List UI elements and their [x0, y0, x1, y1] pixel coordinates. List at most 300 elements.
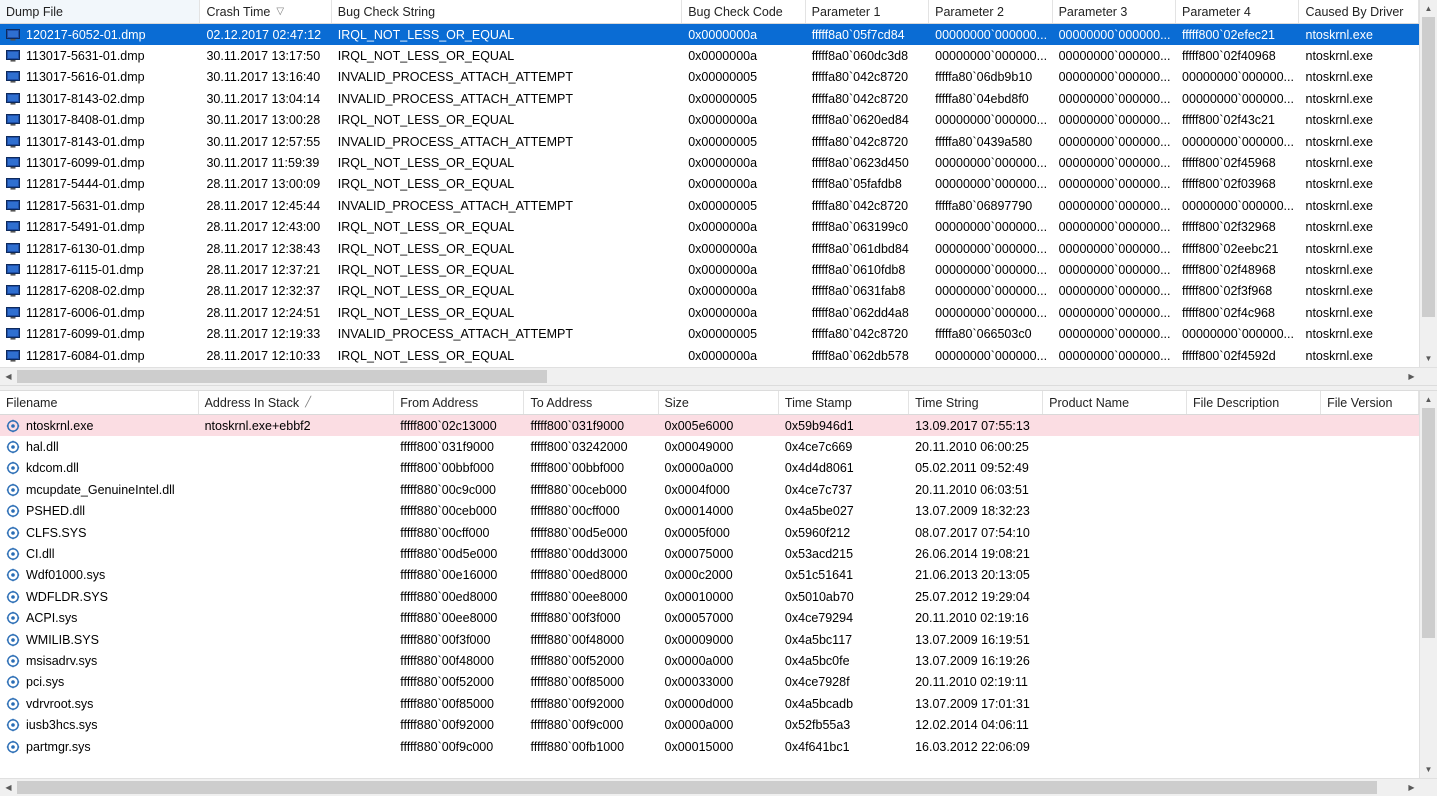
column-header-label: Parameter 3 [1058, 4, 1128, 19]
table-cell: fffff880`00f52000 [530, 653, 625, 668]
table-cell: fffff800`031f9000 [530, 418, 625, 433]
table-cell: 0x0000000a [688, 241, 758, 256]
column-header-label: Size [664, 395, 689, 410]
table-cell: ntoskrnl.exe [1305, 241, 1373, 256]
cell-text: hal.dll [26, 440, 59, 455]
table-cell: 20.11.2010 06:03:51 [915, 482, 1029, 497]
table-cell: 00000000`000000... [1182, 198, 1294, 213]
table-cell: fffff880`00d5e000 [400, 547, 498, 562]
column-header[interactable] [1187, 391, 1321, 414]
table-cell: fffff8a0`0610fdb8 [811, 262, 906, 277]
table-cell: 00000000`000000... [1058, 70, 1171, 85]
table-cell: INVALID_PROCESS_ATTACH_ATTEMPT [337, 134, 574, 149]
table-cell: 0x00009000 [664, 632, 734, 647]
column-header-label: File Version [1327, 395, 1393, 410]
table-cell: ntoskrnl.exe [1305, 177, 1373, 192]
blue-screen-icon [6, 327, 20, 341]
table-cell: 0x0000000a [688, 113, 758, 128]
modules-body [0, 391, 1437, 778]
table-cell: fffff800`02c13000 [400, 418, 497, 433]
table-cell: 00000000`000000... [1182, 70, 1294, 85]
column-header[interactable] [200, 0, 331, 23]
table-cell: fffff880`00fb1000 [530, 739, 625, 754]
table-cell: 00000000`000000... [935, 49, 1048, 64]
module-gear-icon [6, 483, 20, 497]
cell-text: 112817-6006-01.dmp [26, 305, 145, 320]
table-cell: 0x4a5bcadb [784, 696, 854, 711]
table-cell: 00000000`000000... [935, 27, 1048, 42]
column-header[interactable] [1053, 0, 1176, 23]
column-header[interactable] [682, 0, 805, 23]
module-gear-icon [6, 440, 20, 454]
scroll-corner [1420, 779, 1437, 796]
table-cell: fffff880`00ee8000 [400, 611, 498, 626]
cell-text: CI.dll [26, 547, 55, 562]
table-row[interactable] [0, 302, 1419, 323]
table-row[interactable] [0, 174, 1419, 195]
table-row[interactable] [0, 565, 1419, 586]
table-cell: 0x52fb55a3 [784, 718, 851, 733]
table-cell: ntoskrnl.exe [1305, 220, 1373, 235]
table-cell: 0x00000005 [688, 70, 758, 85]
column-header-label: Address In Stack [204, 395, 300, 410]
table-cell: 00000000`000000... [935, 241, 1048, 256]
table-cell: 0x00049000 [664, 440, 734, 455]
table-cell: 0x00057000 [664, 611, 734, 626]
column-header-label: Bug Check Code [688, 4, 783, 19]
table-row[interactable] [0, 522, 1419, 543]
table-cell: fffff8a0`05f7cd84 [811, 27, 905, 42]
table-cell: 00000000`000000... [1058, 284, 1171, 299]
table-cell: fffffa80`042c8720 [811, 327, 909, 342]
table-cell: 0x00000005 [688, 327, 758, 342]
table-cell: 0x4ce79294 [784, 611, 854, 626]
cell-text: 112817-5631-01.dmp [26, 198, 145, 213]
column-header-label: Filename [6, 395, 58, 410]
table-cell: ntoskrnl.exe [1305, 113, 1373, 128]
table-cell: fffff800`02f40968 [1182, 49, 1276, 64]
table-cell: IRQL_NOT_LESS_OR_EQUAL [337, 49, 515, 64]
table-cell: 0x0000d000 [664, 696, 734, 711]
table-cell [0, 611, 199, 625]
table-cell [0, 675, 199, 689]
table-cell: fffff8a0`0623d450 [811, 156, 909, 171]
column-header[interactable] [1299, 0, 1419, 23]
dump-files-horizontal-scrollbar[interactable] [0, 367, 1437, 385]
table-cell [0, 156, 200, 170]
table-cell: fffff880`00f48000 [530, 632, 625, 647]
scroll-down-icon[interactable]: ▼ [1420, 761, 1437, 778]
table-cell: 30.11.2017 13:00:28 [206, 113, 321, 128]
cell-text: vdrvroot.sys [26, 696, 94, 711]
dump-files-hscroll-thumb[interactable] [17, 370, 547, 383]
column-header-label: Crash Time [206, 4, 271, 19]
table-cell: INVALID_PROCESS_ATTACH_ATTEMPT [337, 198, 574, 213]
table-cell: 00000000`000000... [1058, 113, 1171, 128]
table-cell: 0x5960f212 [784, 525, 851, 540]
column-header[interactable] [199, 391, 395, 414]
table-cell: fffff800`02f48968 [1182, 262, 1276, 277]
table-cell: fffff880`00f48000 [400, 653, 494, 668]
table-cell: 00000000`000000... [935, 177, 1048, 192]
table-cell: IRQL_NOT_LESS_OR_EQUAL [337, 27, 515, 42]
blue-screen-icon [6, 113, 20, 127]
scroll-up-icon[interactable]: ▲ [1420, 0, 1437, 17]
table-cell: fffff880`00dd3000 [530, 547, 628, 562]
table-cell: 00000000`000000... [935, 220, 1048, 235]
table-cell: 0x00033000 [664, 675, 734, 690]
table-cell: 13.07.2009 16:19:26 [915, 653, 1030, 668]
table-cell: 00000000`000000... [1058, 27, 1171, 42]
table-cell: ntoskrnl.exe [1305, 49, 1373, 64]
table-cell [0, 28, 200, 42]
module-gear-icon [6, 526, 20, 540]
table-cell: 0x0000a000 [664, 653, 734, 668]
table-cell: 00000000`000000... [1182, 327, 1294, 342]
table-cell: 0x53acd215 [784, 547, 854, 562]
cell-text: 113017-8408-01.dmp [26, 113, 145, 128]
table-row[interactable] [0, 608, 1419, 629]
table-cell: fffff880`00f9c000 [400, 739, 494, 754]
table-cell: fffff8a0`0631fab8 [811, 284, 906, 299]
table-cell: 00000000`000000... [1058, 91, 1171, 106]
table-cell: 00000000`000000... [935, 348, 1048, 363]
table-cell [0, 242, 200, 256]
column-header[interactable] [394, 391, 524, 414]
dump-files-hscroll-track[interactable] [17, 368, 1403, 385]
cell-text: WMILIB.SYS [26, 632, 99, 647]
column-header[interactable] [909, 391, 1043, 414]
table-cell: 00000000`000000... [1058, 327, 1171, 342]
table-cell: 13.09.2017 07:55:13 [915, 418, 1030, 433]
table-cell [0, 220, 200, 234]
table-cell: 30.11.2017 13:04:14 [206, 91, 321, 106]
modules-rows[interactable] [0, 415, 1419, 757]
scroll-left-icon[interactable]: ◀ [0, 779, 17, 796]
table-cell [0, 419, 199, 433]
table-cell: ntoskrnl.exe [1305, 305, 1373, 320]
table-cell: 0x4ce7c737 [784, 482, 853, 497]
modules-hscroll-thumb[interactable] [17, 781, 1377, 794]
sort-indicator-icon: ▽ [276, 6, 285, 17]
table-cell: fffff800`02f3f968 [1182, 284, 1273, 299]
sort-indicator-icon: ╱ [305, 397, 312, 408]
module-gear-icon [6, 568, 20, 582]
table-cell: 28.11.2017 12:37:21 [206, 262, 321, 277]
table-row[interactable] [0, 259, 1419, 280]
table-cell: 13.07.2009 16:19:51 [915, 632, 1030, 647]
table-cell [0, 327, 200, 341]
dump-files-listview[interactable] [0, 0, 1437, 385]
table-row[interactable] [0, 217, 1419, 238]
table-cell: fffff880`00cff000 [530, 504, 620, 519]
table-row[interactable] [0, 152, 1419, 173]
table-cell: fffff800`00bbf000 [530, 461, 625, 476]
column-header[interactable] [0, 391, 199, 414]
column-header[interactable] [779, 391, 909, 414]
column-header[interactable] [524, 391, 658, 414]
table-cell [0, 92, 200, 106]
table-row[interactable] [0, 458, 1419, 479]
table-row[interactable] [0, 479, 1419, 500]
table-cell: 30.11.2017 12:57:55 [206, 134, 321, 149]
table-row[interactable] [0, 195, 1419, 216]
table-cell: 28.11.2017 12:19:33 [206, 327, 321, 342]
modules-vertical-scrollbar[interactable] [1419, 391, 1437, 778]
table-cell: 0x0000000a [688, 284, 758, 299]
table-cell: fffffa80`06897790 [935, 198, 1033, 213]
table-cell: 26.06.2014 19:08:21 [915, 547, 1030, 562]
table-row[interactable] [0, 67, 1419, 88]
module-gear-icon [6, 547, 20, 561]
table-cell: 30.11.2017 11:59:39 [206, 156, 320, 171]
table-cell: IRQL_NOT_LESS_OR_EQUAL [337, 113, 515, 128]
module-gear-icon [6, 504, 20, 518]
blue-screen-icon [6, 177, 20, 191]
table-cell [0, 697, 199, 711]
table-cell: fffff880`00ceb000 [400, 504, 497, 519]
column-header-label: Time String [915, 395, 979, 410]
table-row[interactable] [0, 415, 1419, 436]
table-row[interactable] [0, 88, 1419, 109]
table-cell: fffff800`02f4592d [1182, 348, 1276, 363]
dump-files-vscroll-track[interactable] [1420, 17, 1437, 350]
cell-text: msisadrv.sys [26, 653, 98, 668]
table-cell: 0x0000000a [688, 27, 758, 42]
table-cell: fffffa80`066503c0 [935, 327, 1032, 342]
table-row[interactable] [0, 345, 1419, 366]
column-header-label: Product Name [1049, 395, 1130, 410]
cell-text: 112817-6115-01.dmp [26, 262, 144, 277]
table-cell: 0x00075000 [664, 547, 734, 562]
table-cell: fffff880`00f3f000 [530, 611, 621, 626]
table-cell: 0x00000005 [688, 134, 758, 149]
column-header[interactable] [806, 0, 929, 23]
cell-text: mcupdate_GenuineIntel.dll [26, 482, 175, 497]
table-row[interactable] [0, 586, 1419, 607]
cell-text: ACPI.sys [26, 611, 78, 626]
cell-text: 112817-5444-01.dmp [26, 177, 145, 192]
column-header-label: Parameter 1 [811, 4, 881, 19]
table-cell: 16.03.2012 22:06:09 [915, 739, 1030, 754]
table-row[interactable] [0, 131, 1419, 152]
table-cell: 00000000`000000... [935, 113, 1048, 128]
table-cell: 0x4f641bc1 [784, 739, 850, 754]
cell-text: kdcom.dll [26, 461, 79, 476]
table-row[interactable] [0, 45, 1419, 66]
table-cell: fffff880`00ee8000 [530, 589, 628, 604]
table-row[interactable] [0, 672, 1419, 693]
dump-files-header[interactable] [0, 0, 1419, 24]
table-cell: 00000000`000000... [935, 262, 1048, 277]
table-row[interactable] [0, 629, 1419, 650]
table-cell: INVALID_PROCESS_ATTACH_ATTEMPT [337, 70, 574, 85]
table-cell: 20.11.2010 02:19:16 [915, 611, 1029, 626]
table-cell [0, 49, 200, 63]
table-row[interactable] [0, 693, 1419, 714]
table-cell [0, 440, 199, 454]
table-cell: IRQL_NOT_LESS_OR_EQUAL [337, 305, 515, 320]
column-header[interactable] [1321, 391, 1419, 414]
table-row[interactable] [0, 281, 1419, 302]
modules-content [0, 391, 1419, 778]
cell-text: 112817-5491-01.dmp [26, 220, 145, 235]
module-gear-icon [6, 590, 20, 604]
column-header[interactable] [1043, 391, 1187, 414]
column-header[interactable] [1176, 0, 1299, 23]
table-cell: fffff800`031f9000 [400, 440, 494, 455]
table-row[interactable] [0, 24, 1419, 45]
dump-files-content [0, 0, 1419, 367]
table-cell: IRQL_NOT_LESS_OR_EQUAL [337, 220, 515, 235]
cell-text: 113017-5616-01.dmp [26, 70, 145, 85]
table-cell: IRQL_NOT_LESS_OR_EQUAL [337, 348, 515, 363]
table-cell: fffff8a0`05fafdb8 [811, 177, 902, 192]
table-cell: 0x000c2000 [664, 568, 733, 583]
table-cell: 05.02.2011 09:52:49 [915, 461, 1029, 476]
table-cell: ntoskrnl.exe [1305, 348, 1373, 363]
column-header-label: From Address [400, 395, 479, 410]
table-row[interactable] [0, 714, 1419, 735]
table-row[interactable] [0, 650, 1419, 671]
cell-text: 112817-6099-01.dmp [26, 327, 145, 342]
module-gear-icon [6, 675, 20, 689]
table-cell: 00000000`000000... [1058, 262, 1171, 277]
table-cell: fffffa80`042c8720 [811, 70, 909, 85]
table-cell [0, 199, 200, 213]
table-cell: 0x4ce7c669 [784, 440, 853, 455]
table-cell: 0x0000000a [688, 348, 758, 363]
table-cell: 00000000`000000... [1058, 156, 1171, 171]
module-gear-icon [6, 697, 20, 711]
table-cell: fffff8a0`062dd4a8 [811, 305, 909, 320]
table-cell: fffff8a0`061dbd84 [811, 241, 909, 256]
table-cell: fffff880`00cff000 [400, 525, 490, 540]
cell-text: 112817-6130-01.dmp [26, 241, 145, 256]
blue-screen-icon [6, 349, 20, 363]
table-cell: fffff800`02f03968 [1182, 177, 1276, 192]
scroll-corner [1420, 368, 1437, 385]
cell-text: Wdf01000.sys [26, 568, 106, 583]
blue-screen-icon [6, 284, 20, 298]
table-cell: fffffa80`042c8720 [811, 134, 909, 149]
table-cell: IRQL_NOT_LESS_OR_EQUAL [337, 156, 515, 171]
column-header[interactable] [929, 0, 1052, 23]
table-cell: fffff880`00f52000 [400, 675, 494, 690]
modules-horizontal-scrollbar[interactable] [0, 778, 1437, 796]
scroll-up-icon[interactable]: ▲ [1420, 391, 1437, 408]
table-cell: fffff880`00d5e000 [530, 525, 628, 540]
table-cell: fffff880`00f9c000 [530, 718, 624, 733]
scroll-down-icon[interactable]: ▼ [1420, 350, 1437, 367]
table-cell: 00000000`000000... [935, 156, 1048, 171]
dump-files-vscroll-thumb[interactable] [1422, 17, 1435, 317]
table-row[interactable] [0, 436, 1419, 457]
table-cell: ntoskrnl.exe [1305, 70, 1373, 85]
table-cell: fffff880`00f3f000 [400, 632, 491, 647]
cell-text: 112817-6084-01.dmp [26, 348, 145, 363]
column-header[interactable] [659, 391, 779, 414]
scroll-right-icon[interactable]: ▶ [1403, 368, 1420, 385]
modules-hscroll-track[interactable] [17, 779, 1403, 796]
table-cell: 0x59b946d1 [784, 418, 854, 433]
table-cell: 0x4a5bc117 [784, 632, 853, 647]
table-cell: 0x0000a000 [664, 461, 734, 476]
table-cell: 0x4a5be027 [784, 504, 854, 519]
table-row[interactable] [0, 323, 1419, 344]
table-cell: fffff8a0`0620ed84 [811, 113, 909, 128]
table-cell: INVALID_PROCESS_ATTACH_ATTEMPT [337, 91, 574, 106]
table-cell: 0x0005f000 [664, 525, 730, 540]
table-cell [0, 263, 200, 277]
table-cell: fffff880`00f92000 [400, 718, 494, 733]
table-cell: ntoskrnl.exe [1305, 262, 1373, 277]
table-cell [0, 70, 200, 84]
module-gear-icon [6, 419, 20, 433]
dump-files-vertical-scrollbar[interactable] [1419, 0, 1437, 367]
dump-files-rows[interactable] [0, 24, 1419, 366]
table-cell: 0x4d4d8061 [784, 461, 854, 476]
table-cell: 20.11.2010 06:00:25 [915, 440, 1029, 455]
column-header-label: To Address [530, 395, 593, 410]
table-cell: ntoskrnl.exe [1305, 156, 1373, 171]
scroll-left-icon[interactable]: ◀ [0, 368, 17, 385]
table-cell: 0x0000000a [688, 177, 758, 192]
table-cell: fffff800`02efec21 [1182, 27, 1275, 42]
table-cell: 28.11.2017 12:10:33 [206, 348, 321, 363]
blue-screen-icon [6, 199, 20, 213]
scroll-right-icon[interactable]: ▶ [1403, 779, 1420, 796]
table-row[interactable] [0, 238, 1419, 259]
table-cell: 0x4ce7928f [784, 675, 850, 690]
modules-vscroll-track[interactable] [1420, 408, 1437, 761]
column-header-label: Dump File [6, 4, 63, 19]
table-cell [0, 590, 199, 604]
table-row[interactable] [0, 110, 1419, 131]
table-cell: 13.07.2009 17:01:31 [915, 696, 1030, 711]
table-cell: 0x0000000a [688, 262, 758, 277]
table-cell: 28.11.2017 12:32:37 [206, 284, 321, 299]
column-header[interactable] [332, 0, 682, 23]
cell-text: 120217-6052-01.dmp [26, 27, 146, 42]
modules-listview[interactable] [0, 391, 1437, 796]
column-header-label: Parameter 2 [935, 4, 1004, 19]
table-cell: ntoskrnl.exe+ebbf2 [204, 418, 311, 433]
table-row[interactable] [0, 543, 1419, 564]
table-cell [0, 483, 199, 497]
table-cell: 00000000`000000... [935, 305, 1048, 320]
column-header[interactable] [0, 0, 200, 23]
table-row[interactable] [0, 501, 1419, 522]
table-cell: 0x0000000a [688, 156, 758, 171]
table-cell: fffff880`00ceb000 [530, 482, 627, 497]
modules-vscroll-thumb[interactable] [1422, 408, 1435, 638]
cell-text: pci.sys [26, 675, 65, 690]
table-cell: 0x0000000a [688, 49, 758, 64]
table-cell: 00000000`000000... [1182, 91, 1294, 106]
table-cell: 00000000`000000... [1058, 49, 1171, 64]
table-row[interactable] [0, 736, 1419, 757]
table-cell [0, 177, 200, 191]
table-cell: 00000000`000000... [1058, 220, 1171, 235]
table-cell [0, 654, 199, 668]
cell-text: PSHED.dll [26, 504, 86, 519]
module-gear-icon [6, 611, 20, 625]
table-cell [0, 306, 200, 320]
table-cell: 0x51c51641 [784, 568, 854, 583]
modules-header[interactable] [0, 391, 1419, 415]
module-gear-icon [6, 740, 20, 754]
